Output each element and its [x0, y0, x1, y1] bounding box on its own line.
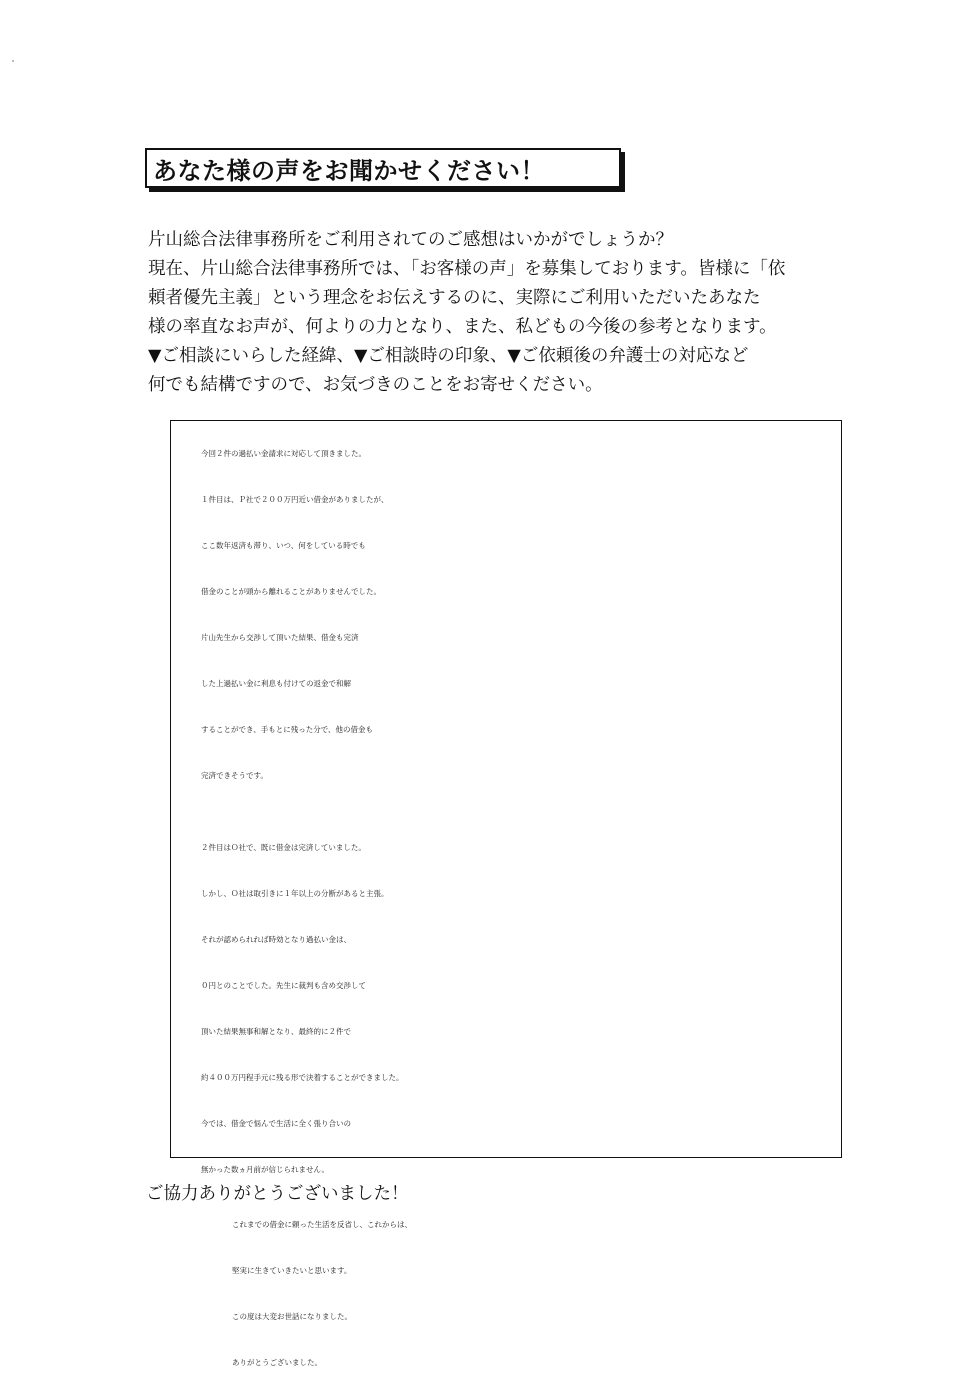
intro-line: ▼ご相談にいらした経緯、▼ご相談時の印象、▼ご依頼後の弁護士の対応など	[148, 346, 749, 366]
comment-line: しかし、Ｏ社は取引きに１年以上の分断があると主張。	[201, 889, 389, 898]
paragraph-gap	[201, 799, 841, 825]
intro-line: 頼者優先主義」という理念をお伝えするのに、実際にご利用いただいたあなた	[148, 288, 761, 308]
handwritten-closing	[232, 1202, 912, 1386]
page-title: あなた様の声をお聞かせください！	[153, 156, 545, 185]
comment-line: それが認められれば時効となり過払い金は、	[201, 935, 351, 944]
comment-line: することができ、手もとに残った分で、他の借金も	[201, 725, 374, 734]
closing-line: ありがとうございました。	[232, 1358, 322, 1367]
comment-box	[170, 420, 842, 1174]
comment-line: ２件目はＯ社で、既に借金は完済していました。	[201, 843, 366, 852]
intro-line: 現在、片山総合法律事務所では、「お客様の声」を募集しております。皆様に「依	[148, 259, 786, 279]
comment-line: １件目は、Ｐ社で２００万円近い借金がありましたが、	[201, 495, 389, 504]
title-box	[145, 148, 621, 188]
comment-line: 完済できそうです。	[201, 771, 268, 780]
comment-line: 今回２件の過払い金請求に対応して頂きました。	[201, 449, 366, 458]
intro-line: 様の率直なお声が、何よりの力となり、また、私どもの今後の参考となります。	[148, 317, 777, 337]
comment-line: 約４００万円程手元に残る形で決着することができました。	[201, 1073, 404, 1082]
closing-line: この度は大変お世話になりました。	[232, 1312, 352, 1321]
comment-line: した上過払い金に利息も付けての返金で和解	[201, 679, 351, 688]
comment-line: 借金のことが頭から離れることがありませんでした。	[201, 587, 381, 596]
intro-text	[148, 226, 868, 400]
handwritten-comment	[201, 431, 841, 1193]
closing-line: 堅実に生きていきたいと思います。	[232, 1266, 352, 1275]
thanks-text: ご協力ありがとうございました！	[146, 1184, 409, 1204]
comment-line: 無かった数ヵ月前が信じられません。	[201, 1165, 329, 1174]
comment-line: ０円とのことでした。先生に裁判も含め交渉して	[201, 981, 366, 990]
scan-speck	[12, 60, 14, 62]
intro-line: 何でも結構ですので、お気づきのことをお寄せください。	[148, 375, 603, 395]
comment-line: 頂いた結果無事和解となり、最終的に２件で	[201, 1027, 351, 1036]
comment-line: 今では、借金で悩んで生活に全く張り合いの	[201, 1119, 351, 1128]
intro-line: 片山総合法律事務所をご利用されてのご感想はいかがでしょうか？	[148, 230, 673, 250]
closing-line: これまでの借金に頼った生活を反省し、これからは、	[232, 1220, 412, 1229]
comment-line: 片山先生から交渉して頂いた結果、借金も完済	[201, 633, 359, 642]
comment-line: ここ数年返済も滞り、いつ、何をしている時でも	[201, 541, 366, 550]
